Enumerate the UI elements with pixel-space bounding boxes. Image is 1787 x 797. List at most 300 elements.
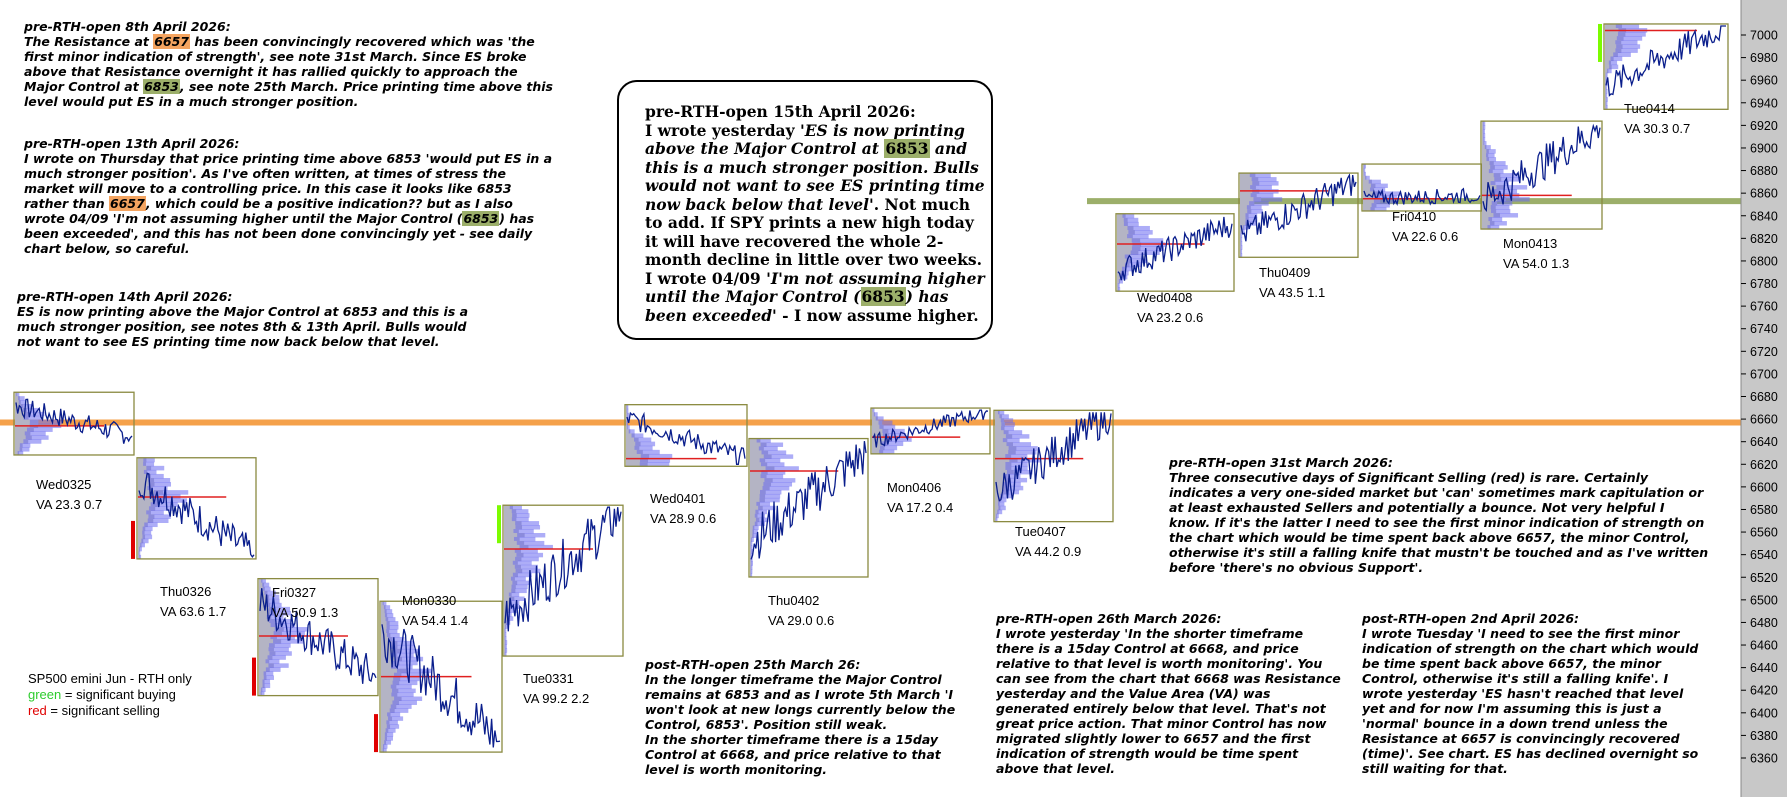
green-signal-bar <box>497 505 501 543</box>
profile-bar <box>1253 197 1282 202</box>
note-2nd-april <box>1362 611 1702 776</box>
session-label: Tue0331 <box>523 671 574 686</box>
profile-bar <box>275 627 309 632</box>
profile-bar <box>511 597 525 601</box>
profile-bar <box>513 529 533 533</box>
y-tick-label: 6620 <box>1750 457 1778 472</box>
profile-bar <box>1490 165 1508 169</box>
legend-red: red <box>28 703 47 718</box>
profile-bar <box>391 685 412 689</box>
profile-bar <box>1490 221 1507 225</box>
profile-bar <box>268 663 288 668</box>
quote-text: and this is a much stronger position. Bulls would not want to see ES printing time now back below that level <box>645 139 985 214</box>
y-tick-label: 6380 <box>1750 728 1778 743</box>
profile-bar <box>759 446 778 450</box>
note-title: post-RTH-open 2nd April 2026: <box>1362 611 1580 626</box>
value-area-label: VA 63.6 1.7 <box>160 604 227 619</box>
session-Thu0326 <box>131 458 256 619</box>
control-highlight: 6853 <box>144 79 179 94</box>
note-title: pre-RTH-open 8th April 2026: <box>24 19 231 34</box>
resistance-highlight: 6657 <box>110 196 145 211</box>
profile-bar <box>1001 426 1014 430</box>
profile-bar <box>1618 32 1646 37</box>
profile-bar <box>1241 233 1242 238</box>
note-text: I wrote Tuesday 'I need to see the first minor indication of strength on the chart which would be time spent back above 6657, the minor Control, otherwise it's still a falling knife'. I wrote yesterday 'ES hasn't reached that level yet and for now I'm assuming this is just a 'normal' bounce in a down trend unless the Resistance at 6657 is convincingly recovered (time)'. See chart. ES has declined overnight so still waiting for that. <box>1362 626 1699 776</box>
profile-bar <box>996 514 999 518</box>
profile-bar <box>394 697 422 701</box>
profile-bar <box>641 454 673 459</box>
profile-bar <box>512 509 529 513</box>
chart-legend <box>28 671 192 719</box>
profile-bar <box>1364 164 1366 168</box>
y-tick-label: 6580 <box>1750 502 1778 517</box>
y-tick-label: 6860 <box>1750 186 1778 201</box>
y-tick-label: 6480 <box>1750 615 1778 630</box>
y-tick-label: 6940 <box>1750 96 1778 111</box>
profile-bar <box>269 647 289 652</box>
profile-bar <box>392 700 417 704</box>
profile-bar <box>1365 176 1370 180</box>
profile-bar <box>515 565 538 569</box>
profile-bar <box>997 510 1002 514</box>
profile-bar <box>23 439 41 443</box>
note-text: In the shorter timeframe there is a 15day Control at 6668, and price relative to that level is worth monitoring. <box>645 732 941 777</box>
y-tick-label: 6500 <box>1750 593 1778 608</box>
profile-bar <box>143 458 154 463</box>
profile-bar <box>632 433 644 438</box>
profile-bar <box>1491 205 1510 209</box>
profile-bar <box>1001 422 1015 426</box>
note-13th-april <box>24 136 554 256</box>
y-tick-label: 6900 <box>1750 141 1778 156</box>
profile-bar <box>512 585 528 589</box>
profile-bar <box>514 537 535 541</box>
profile-bar <box>26 435 49 439</box>
note-26th-march <box>996 611 1341 776</box>
legend-green-text: = significant buying <box>61 687 176 702</box>
y-tick-label: 6680 <box>1750 390 1778 404</box>
control-highlight: 6853 <box>861 287 905 306</box>
profile-bar <box>1488 217 1502 221</box>
profile-bar <box>263 679 271 684</box>
profile-bar <box>1127 234 1149 239</box>
profile-bar <box>764 478 795 482</box>
quote-text: ) has been exceeded <box>645 287 949 325</box>
value-area-label: VA 29.0 0.6 <box>768 613 835 628</box>
profile-bar <box>387 633 400 637</box>
profile-bar <box>1613 52 1631 57</box>
profile-bar <box>1364 172 1366 176</box>
y-tick-label: 6520 <box>1750 570 1778 585</box>
profile-bar <box>1483 137 1485 141</box>
session-label: Thu0409 <box>1259 265 1311 280</box>
profile-bar <box>1124 222 1139 227</box>
resistance-highlight: 6657 <box>154 34 190 49</box>
profile-bar <box>1005 462 1027 466</box>
y-tick-label: 6460 <box>1750 638 1778 653</box>
profile-bar <box>1247 205 1262 210</box>
profile-bar <box>999 414 1008 418</box>
profile-bar <box>1008 450 1036 454</box>
profile-bar <box>148 514 170 519</box>
profile-bar <box>387 621 399 625</box>
profile-bar <box>397 669 431 673</box>
profile-bar <box>627 425 630 430</box>
profile-bar <box>1004 430 1023 434</box>
profile-bar <box>1252 177 1277 182</box>
value-area-label: VA 99.2 2.2 <box>523 691 590 706</box>
profile-bar <box>634 438 651 443</box>
profile-bar <box>1483 125 1485 129</box>
profile-bar <box>515 525 540 529</box>
value-area-label: VA 23.3 0.7 <box>36 497 103 512</box>
profile-bar <box>25 431 46 435</box>
profile-bar <box>268 655 286 660</box>
session-label: Mon0330 <box>402 593 457 608</box>
y-tick-label: 6780 <box>1750 277 1778 292</box>
profile-bar <box>1606 101 1608 106</box>
profile-bar <box>879 421 893 426</box>
profile-bar <box>757 439 771 443</box>
profile-bar <box>392 689 416 693</box>
y-tick-label: 7000 <box>1750 28 1778 43</box>
profile-bar <box>20 447 30 451</box>
profile-bar <box>751 541 753 545</box>
session-Mon0330 <box>374 593 502 753</box>
profile-bar <box>386 617 396 621</box>
note-text: has been convincingly recovered which was 'the first minor indication of strength', see note 31st March. Since ES broke above that Resistance overnight it has rallied quickly to approach the Major Control at <box>24 34 535 94</box>
profile-bar <box>1493 189 1517 193</box>
note-text: ' - I now assume higher. <box>772 305 979 325</box>
profile-bar <box>756 502 770 506</box>
note-text: In the longer timeframe the Major Control remains at 6853 and as I wrote 5th March 'I won't look at new longs currently below the Control, 6853'. Position still weak. <box>645 672 956 732</box>
profile-bar <box>1241 241 1243 246</box>
profile-bar <box>20 404 31 408</box>
profile-bar <box>261 688 266 693</box>
profile-bar <box>142 531 151 536</box>
profile-bar <box>505 648 507 652</box>
profile-bar <box>1241 245 1243 250</box>
profile-bar <box>1617 36 1642 41</box>
profile-bar <box>505 644 507 648</box>
profile-bar <box>1483 141 1486 145</box>
session-Tue0414 <box>1598 24 1728 136</box>
profile-bar <box>393 681 418 685</box>
profile-bar <box>763 486 790 490</box>
profile-bar <box>873 408 875 413</box>
profile-bar <box>390 708 409 712</box>
profile-bar <box>1606 89 1608 94</box>
y-tick-label: 6600 <box>1750 480 1778 495</box>
y-tick-label: 6560 <box>1750 525 1778 540</box>
profile-bar <box>637 450 660 455</box>
profile-bar <box>998 502 1004 506</box>
note-text: '. Not much to add. If SPY prints a new high today it will have recovered the whole 2-month decline in little over two weeks. I wrote 04/09 ' <box>645 194 983 288</box>
profile-bar <box>1371 184 1388 188</box>
profile-bar <box>1006 434 1029 438</box>
profile-bar <box>384 740 391 744</box>
profile-bar <box>515 557 539 561</box>
profile-bar <box>386 728 396 732</box>
profile-bar <box>505 628 507 632</box>
session-label: Wed0401 <box>650 491 706 506</box>
profile-bar <box>1249 201 1269 206</box>
profile-bar <box>1483 129 1485 133</box>
profile-bar <box>384 605 390 609</box>
profile-bar <box>505 632 507 636</box>
y-tick-label: 6400 <box>1750 706 1778 721</box>
profile-bar <box>385 732 393 736</box>
profile-bar <box>1132 238 1164 243</box>
profile-bar <box>387 724 399 728</box>
y-tick-label: 6660 <box>1750 412 1778 427</box>
y-tick-label: 6720 <box>1750 344 1778 359</box>
profile-bar <box>1606 85 1607 90</box>
profile-bar <box>1372 203 1390 207</box>
profile-bar <box>1003 438 1020 442</box>
profile-bar <box>1122 214 1134 219</box>
profile-bar <box>24 416 42 420</box>
y-tick-label: 6880 <box>1750 164 1778 179</box>
profile-bar <box>383 744 387 748</box>
profile-bar <box>1486 153 1495 157</box>
profile-bar <box>635 442 655 447</box>
profile-bar <box>505 640 507 644</box>
session-label: Fri0410 <box>1392 209 1437 224</box>
profile-bar <box>512 513 529 517</box>
note-text: The Resistance at <box>24 34 154 49</box>
profile-bar <box>1489 169 1504 173</box>
session-Wed0408 <box>1116 214 1234 325</box>
profile-bar <box>1251 193 1274 198</box>
red-signal-bar <box>374 714 378 752</box>
profile-bar <box>753 526 759 530</box>
profile-bar <box>760 458 781 462</box>
note-text: I wrote yesterday 'In the shorter timeframe there is a 15day Control at 6668, and price relative to that level is worth monitoring'. You can see from the chart that 6668 was Resistance yesterday and the Value Area (VA) was generated entirely below that level. That's not great price action. That minor Control has now migrated slightly lower to 6657 and the first indication of strength would be time spent above that level. <box>996 626 1341 776</box>
value-area-label: VA 43.5 1.1 <box>1259 285 1326 300</box>
profile-bar <box>1493 213 1518 217</box>
session-Tue0407 <box>994 410 1113 559</box>
profile-bar <box>880 446 897 451</box>
profile-bar <box>1490 161 1506 165</box>
profile-bar <box>998 410 1004 414</box>
note-text: , which could be a positive indication?? but as I also wrote 04/09 'I'm not assuming higher until the Major Control ( <box>24 196 513 226</box>
value-area-label: VA 44.2 0.9 <box>1015 544 1082 559</box>
session-label: Mon0406 <box>887 480 942 495</box>
y-tick-label: 6640 <box>1750 435 1778 450</box>
profile-bar <box>760 490 781 494</box>
profile-bar <box>269 643 291 648</box>
profile-bar <box>1607 69 1612 74</box>
profile-bar <box>760 494 781 498</box>
value-area-label: VA 22.6 0.6 <box>1392 229 1459 244</box>
profile-bar <box>876 416 884 421</box>
profile-bar <box>393 661 418 665</box>
instrument-label: SP500 emini Jun - RTH only <box>28 671 192 686</box>
profile-bar <box>1122 267 1133 272</box>
value-area-label: VA 30.3 0.7 <box>1624 121 1691 136</box>
profile-bar <box>1128 230 1152 235</box>
profile-bar <box>20 443 30 447</box>
profile-bar <box>386 720 398 724</box>
profile-bar <box>762 450 787 454</box>
profile-bar <box>27 428 53 432</box>
profile-bar <box>627 409 629 414</box>
session-label: Thu0402 <box>768 593 820 608</box>
profile-bar <box>148 518 169 523</box>
profile-bar <box>385 736 393 740</box>
session-label: Thu0326 <box>160 584 212 599</box>
profile-bar <box>513 561 532 565</box>
note-text: I wrote yesterday ' <box>645 120 805 140</box>
profile-bar <box>1606 93 1607 98</box>
profile-bar <box>141 539 148 544</box>
value-area-label: VA 23.2 0.6 <box>1137 310 1204 325</box>
session-label: Wed0325 <box>36 477 92 492</box>
quote-text: I'm not assuming higher until the Major Control ( <box>645 268 985 306</box>
profile-bar <box>387 712 400 716</box>
profile-bar <box>16 392 19 396</box>
note-title: pre-RTH-open 14th April 2026: <box>17 289 233 304</box>
profile-bar <box>154 490 188 495</box>
note-text: ES is now printing above the Major Control at 6853 and this is a much stronger position, see notes 8th & 13th April. Bulls would not want to see ES printing time now back below that level. <box>17 304 469 349</box>
profile-bar <box>629 429 635 434</box>
profile-bar <box>761 474 784 478</box>
profile-bar <box>761 462 784 466</box>
profile-bar <box>143 462 154 467</box>
profile-bar <box>261 579 266 584</box>
profile-bar <box>1609 65 1618 70</box>
profile-bar <box>879 425 895 430</box>
profile-bar <box>1606 73 1608 78</box>
y-tick-label: 6440 <box>1750 661 1778 676</box>
profile-bar <box>1250 173 1271 178</box>
profile-bar <box>146 510 164 515</box>
profile-bar <box>149 482 172 487</box>
profile-bar <box>1610 56 1622 61</box>
profile-bar <box>385 609 393 613</box>
profile-bar <box>751 545 753 549</box>
red-signal-bar <box>131 521 135 559</box>
note-text: I wrote on Thursday that price printing time above 6853 'would put ES in a much stronger position'. As I've often written, at times of stress the market will move to a controlling price. In this case it looks like 6853 rather than <box>24 151 553 211</box>
profile-bar <box>761 443 784 447</box>
note-15th-april-box <box>617 80 993 340</box>
profile-bar <box>386 629 397 633</box>
profile-bar <box>387 625 399 629</box>
profile-bar <box>998 506 1005 510</box>
profile-bar <box>515 521 539 525</box>
value-area-label: VA 28.9 0.6 <box>650 511 717 526</box>
note-title: pre-RTH-open 26th March 2026: <box>996 611 1222 626</box>
profile-bar <box>1615 40 1637 45</box>
legend-green: green <box>28 687 62 702</box>
profile-bar <box>1491 181 1509 185</box>
profile-bar <box>759 498 779 502</box>
profile-bar <box>1118 283 1120 288</box>
profile-bar <box>874 412 878 417</box>
note-title: pre-RTH-open 15th April 2026: <box>645 102 916 121</box>
profile-bar <box>755 510 767 514</box>
profile-bar <box>1486 149 1495 153</box>
profile-bar <box>1005 454 1027 458</box>
y-tick-label: 6540 <box>1750 548 1778 563</box>
session-Thu0402 <box>749 439 868 628</box>
profile-bar <box>266 667 281 672</box>
session-label: Tue0407 <box>1015 524 1066 539</box>
y-tick-label: 6800 <box>1750 254 1778 269</box>
green-signal-bar <box>1598 24 1602 62</box>
profile-bar <box>1006 442 1031 446</box>
profile-bar <box>139 551 141 556</box>
profile-bar <box>1250 185 1272 190</box>
session-Mon0413 <box>1481 121 1602 271</box>
y-tick-label: 6360 <box>1750 751 1778 766</box>
profile-bar <box>1606 97 1608 102</box>
profile-bar <box>264 675 274 680</box>
profile-bar <box>763 482 792 486</box>
note-text: , see note 25th March. Price printing time above this level would put ES in a much stronger position. <box>24 79 553 109</box>
note-text: Three consecutive days of Significant Selling (red) is rare. Certainly indicates a very one-sided market but 'can' sometimes mark capitulation or at least exhausted Sellers and potentially a bounce. Not very helpful I know. If it's the latter I need to see the first minor indication of strength on the chart which would be time spent back above 6657, the minor Control, otherwise it's still a falling knife that mustn't be touched and as I've written before 'there's no obvious Support'. <box>1169 470 1709 575</box>
note-25th-march <box>645 657 975 777</box>
profile-bar <box>1616 44 1640 49</box>
y-tick-label: 6960 <box>1750 73 1778 88</box>
profile-bar <box>751 565 753 569</box>
legend-red-text: = significant selling <box>46 703 160 718</box>
session-label: Wed0408 <box>1137 290 1193 305</box>
profile-bar <box>148 478 170 483</box>
profile-bar <box>139 547 142 552</box>
profile-bar <box>634 446 652 451</box>
value-area-label: VA 54.4 1.4 <box>402 613 469 628</box>
profile-bar <box>1001 418 1013 422</box>
profile-bar <box>1616 24 1639 29</box>
profile-bar <box>264 671 274 676</box>
y-tick-label: 6920 <box>1750 118 1778 133</box>
control-highlight: 6853 <box>885 139 929 158</box>
profile-bar <box>516 553 543 557</box>
profile-bar <box>1127 226 1149 231</box>
control-highlight: 6853 <box>463 211 499 226</box>
session-Wed0325 <box>14 392 134 512</box>
profile-bar <box>1486 157 1496 161</box>
profile-bar <box>1615 48 1637 53</box>
profile-bar <box>144 523 157 528</box>
profile-bar <box>751 561 753 565</box>
session-Tue0331 <box>497 505 623 706</box>
y-tick-label: 6840 <box>1750 209 1778 224</box>
note-title: pre-RTH-open 13th April 2026: <box>24 136 240 151</box>
profile-bar <box>758 506 775 510</box>
y-tick-label: 6980 <box>1750 51 1778 66</box>
profile-bar <box>269 651 291 656</box>
profile-bar <box>1491 209 1510 213</box>
profile-bar <box>627 413 629 418</box>
note-8th-april <box>24 19 554 109</box>
profile-bar <box>627 405 629 410</box>
profile-bar <box>1241 249 1242 254</box>
profile-bar <box>385 613 393 617</box>
profile-bar <box>1483 121 1485 125</box>
session-Thu0409 <box>1239 173 1358 300</box>
profile-bar <box>144 470 157 475</box>
profile-bar <box>383 601 387 605</box>
profile-bar <box>510 505 522 509</box>
profile-bar <box>511 589 527 593</box>
profile-bar <box>140 543 145 548</box>
profile-bar <box>517 533 545 537</box>
profile-bar <box>143 527 153 532</box>
profile-bar <box>509 593 519 597</box>
